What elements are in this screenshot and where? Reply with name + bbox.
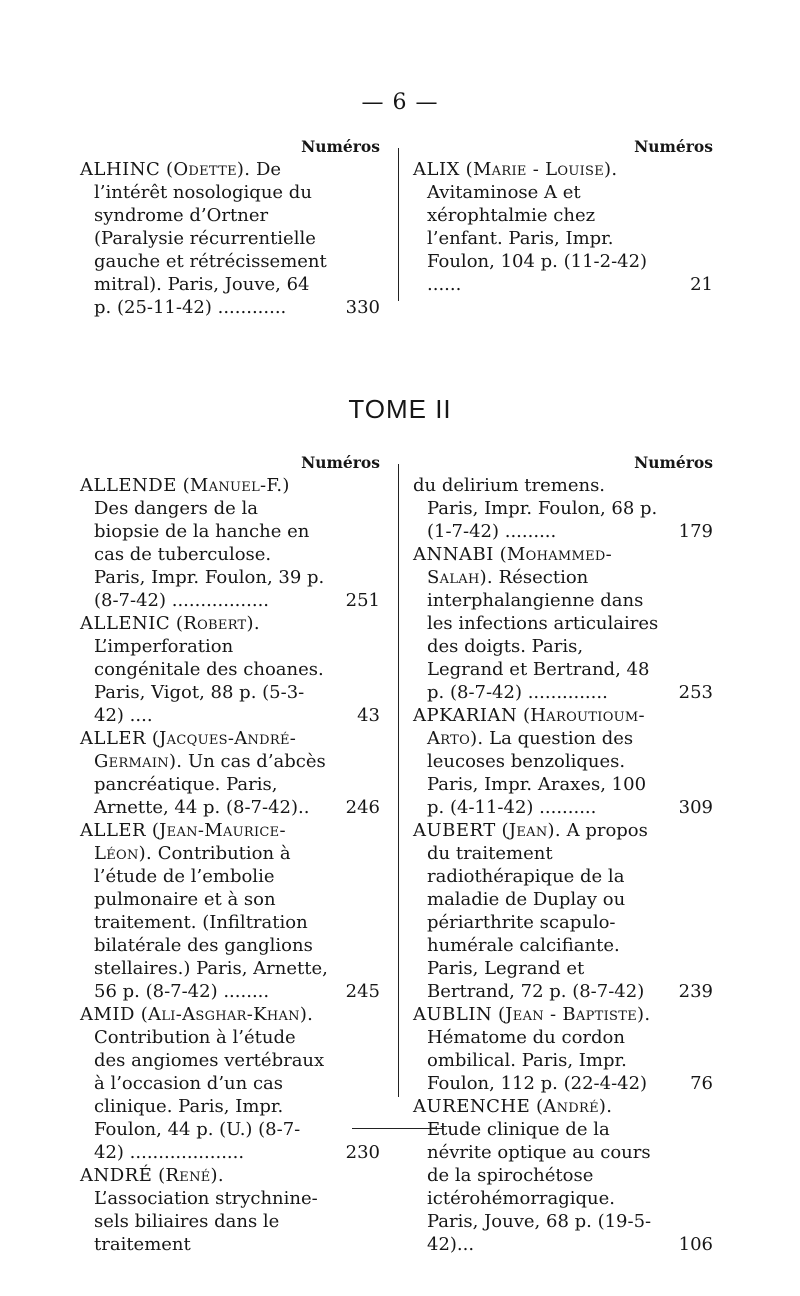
entry-number: 246 — [345, 797, 380, 818]
entry-number: 179 — [678, 521, 713, 542]
index-entry — [413, 819, 713, 1003]
entry-name: APKARIAN — [413, 705, 518, 726]
column-divider — [398, 464, 399, 1097]
index-entry — [80, 1003, 380, 1164]
entry-text: Hématome du cordon ombilical. Paris, Impr. Foulon, 112 p. (22-4-42) — [427, 1027, 648, 1094]
index-section-top — [80, 136, 720, 318]
entry-number: 106 — [678, 1234, 713, 1255]
entry-given-name: (Odette). — [166, 159, 251, 180]
entry-given-name: (Haroutioum-Arto). — [427, 705, 645, 749]
entry-number: 251 — [345, 590, 380, 611]
entry-name: ALHINC — [80, 159, 161, 180]
entry-name: ALIX — [413, 159, 460, 180]
column-divider — [398, 148, 399, 301]
index-entry — [413, 543, 713, 704]
entry-number: 309 — [678, 797, 713, 818]
column-header: Numéros — [301, 137, 380, 156]
entry-given-name: (Marie - Louise). — [465, 159, 618, 180]
entry-number: 76 — [690, 1073, 713, 1094]
entry-text: du delirium tremens. Paris, Impr. Foulon, 68 p. (1-7-42) ......... — [413, 475, 658, 542]
entry-text: Etude clinique de la névrite optique au cours de la spirochétose ictérohémorragique. Paris, Jouve, 68 p. (19-5-42)... — [427, 1119, 652, 1255]
index-entry — [413, 704, 713, 819]
index-entry — [413, 1003, 713, 1095]
entry-number: 21 — [690, 274, 713, 295]
column-header: Numéros — [634, 453, 713, 472]
entry-text: A propos du traitement radiothérapique de la maladie de Duplay ou périarthrite scapulo-humérale calcifiante. Paris, Legrand et Bertrand, 72 p. (8-7-42) — [427, 820, 648, 1002]
entry-text: Des dangers de la biopsie de la hanche en cas de tuberculose. Paris, Impr. Foulon, 39 p. (8-7-42) ................. — [94, 498, 325, 611]
entry-given-name: (Mohammed-Salah). — [427, 544, 613, 588]
entry-name: AMID — [80, 1004, 135, 1025]
entry-name: ALLER — [80, 820, 147, 841]
index-entry — [80, 158, 380, 319]
index-column-left — [80, 452, 380, 1256]
entry-text: Avitaminose A et xérophtalmie chez l’enfant. Paris, Impr. Foulon, 104 p. (11-2-42) ...... — [427, 182, 648, 295]
entry-text: L’imperforation congénitale des choanes. Paris, Vigot, 88 p. (5-3-42) .... — [94, 636, 324, 726]
entry-given-name: (Robert). — [175, 613, 260, 634]
index-entry — [80, 474, 380, 612]
index-section-main — [80, 452, 720, 1255]
index-column-right — [413, 452, 713, 1256]
entry-number: 330 — [345, 297, 380, 318]
index-column-left — [80, 136, 380, 319]
page-number: — 6 — — [361, 90, 439, 115]
entry-number: 253 — [678, 682, 713, 703]
section-title: TOME II — [348, 394, 452, 424]
entry-number: 245 — [345, 981, 380, 1002]
column-header: Numéros — [301, 453, 380, 472]
entry-text: La question des leucoses benzoliques. Paris, Impr. Araxes, 100 p. (4-11-42) .......... — [427, 728, 647, 818]
entry-given-name: (Jean). — [501, 820, 561, 841]
index-entry — [80, 727, 380, 819]
entry-text: Contribution à l’étude de l’embolie pulmonaire et à son traitement. (Infiltration bilatérale des ganglions stellaires.) Paris, Arnette, 56 p. (8-7-42) ........ — [94, 843, 328, 1002]
index-entry — [80, 819, 380, 1003]
entry-name: ANDRÉ — [80, 1165, 153, 1186]
entry-text: De l’intérêt nosologique du syndrome d’Ortner (Paralysie récurrentielle gauche et rétrécissement mitral). Paris, Jouve, 64 p. (25-11-42) ............ — [94, 159, 327, 318]
column-header: Numéros — [634, 137, 713, 156]
bottom-rule — [352, 1128, 444, 1129]
index-column-right — [413, 136, 713, 296]
entry-name: AUBERT — [413, 820, 496, 841]
entry-name: ALLER — [80, 728, 147, 749]
entry-number: 230 — [345, 1142, 380, 1163]
entry-number: 43 — [357, 705, 380, 726]
entry-name: AURENCHE — [413, 1096, 531, 1117]
entry-given-name: (André). — [535, 1096, 613, 1117]
entry-name: ANNABI — [413, 544, 494, 565]
entry-given-name: (René). — [158, 1165, 224, 1186]
entry-given-name: (Jean - Baptiste). — [497, 1004, 651, 1025]
index-entry — [413, 158, 713, 296]
entry-number: 239 — [678, 981, 713, 1002]
entry-text: Résection interphalangienne dans les infections articulaires des doigts. Paris, Legrand et Bertrand, 48 p. (8-7-42) .............. — [427, 567, 659, 703]
entry-given-name: (Jean-Maurice-Léon). — [94, 820, 286, 864]
entry-given-name: (Ali-Asghar-Khan). — [140, 1004, 314, 1025]
entry-given-name: (Jacques-André-Germain). — [94, 728, 297, 772]
entry-text: Un cas d’abcès pancréatique. Paris, Arnette, 44 p. (8-7-42).. — [94, 751, 326, 818]
entry-name: ALLENIC — [80, 613, 171, 634]
index-entry — [80, 612, 380, 727]
entry-name: AUBLIN — [413, 1004, 493, 1025]
index-entry — [80, 1164, 380, 1256]
entry-text: L’association strychnine-sels biliaires dans le traitement — [94, 1188, 318, 1255]
index-entry-continued — [413, 474, 713, 543]
entry-text: Contribution à l’étude des angiomes vertébraux à l’occasion d’un cas clinique. Paris, Impr. Foulon, 44 p. (U.) (8-7-42) .................... — [94, 1027, 325, 1163]
entry-name: ALLENDE — [80, 475, 177, 496]
index-entry — [413, 1095, 713, 1256]
entry-given-name: (Manuel-F.) — [182, 475, 290, 496]
